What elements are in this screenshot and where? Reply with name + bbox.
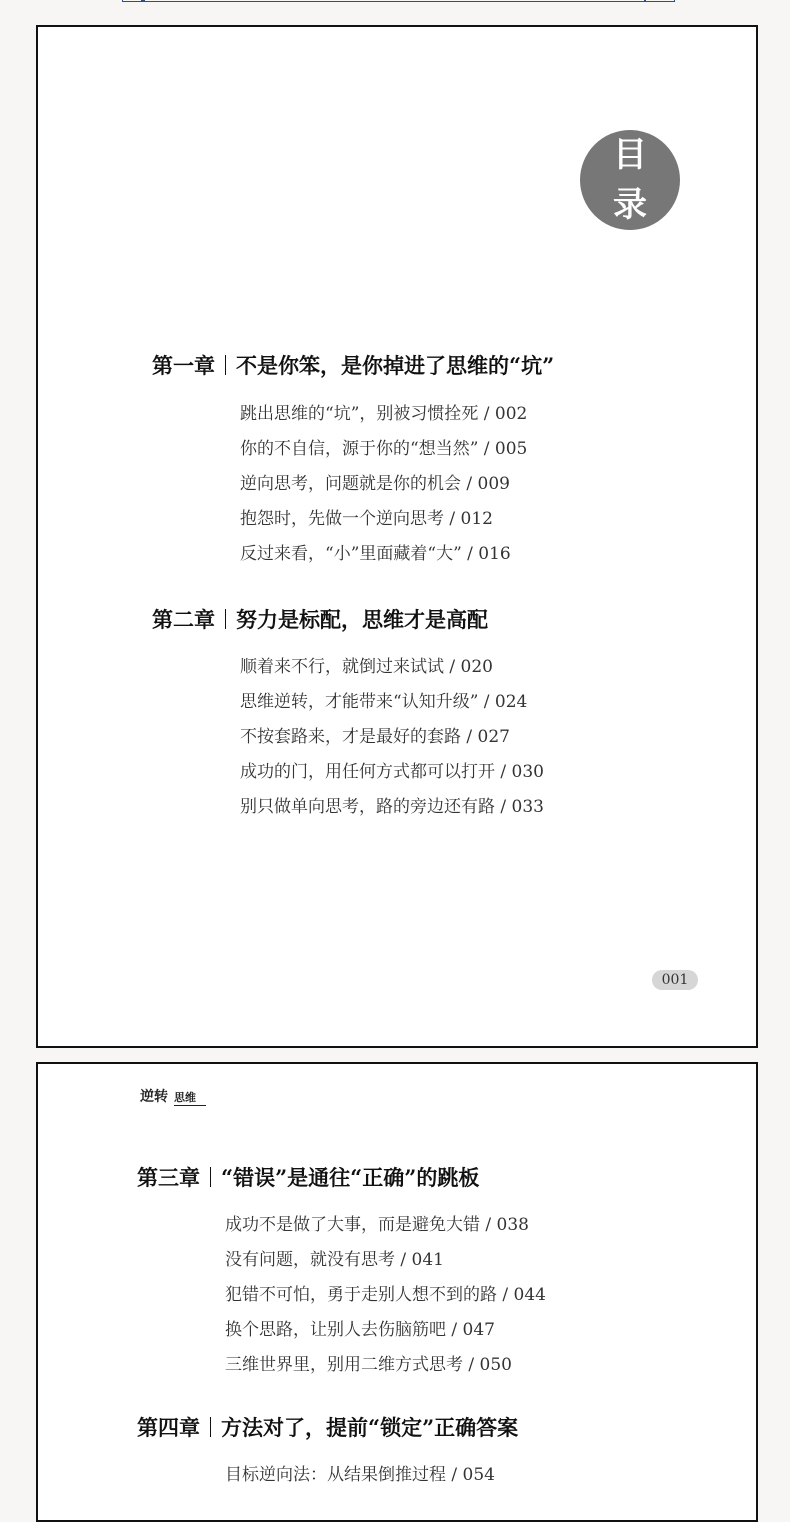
header-sub: 思维 bbox=[174, 1089, 206, 1106]
toc-entry[interactable]: 你的不自信，源于你的“想当然” / 005 bbox=[240, 439, 528, 459]
chapter-entries bbox=[240, 650, 544, 825]
toc-entry[interactable]: 目标逆向法：从结果倒推过程 / 054 bbox=[225, 1465, 495, 1485]
toc-title-char-1: 目 bbox=[613, 135, 647, 175]
chapter-separator bbox=[225, 609, 226, 629]
chapter-heading bbox=[137, 1412, 518, 1442]
chapter-label: 第二章 bbox=[152, 607, 215, 632]
chapter-separator bbox=[210, 1417, 211, 1437]
toc-entry[interactable]: 思维逆转，才能带来“认知升级” / 024 bbox=[240, 692, 528, 712]
chapter-title: 不是你笨，是你掉进了思维的“坑” bbox=[236, 353, 555, 378]
chapter-heading bbox=[137, 1162, 479, 1192]
previous-page-edge bbox=[122, 0, 675, 2]
chapter-label: 第一章 bbox=[152, 353, 215, 378]
toc-title-char-2: 录 bbox=[613, 185, 647, 225]
chapter-label: 第四章 bbox=[137, 1415, 200, 1440]
toc-entry[interactable]: 不按套路来，才是最好的套路 / 027 bbox=[240, 727, 510, 747]
toc-entry[interactable]: 跳出思维的“坑”，别被习惯拴死 / 002 bbox=[240, 404, 528, 424]
toc-entry[interactable]: 成功不是做了大事，而是避免大错 / 038 bbox=[225, 1215, 529, 1235]
chapter-entries bbox=[225, 1458, 495, 1493]
chapter-heading bbox=[152, 604, 488, 634]
toc-page-2 bbox=[36, 1062, 758, 1522]
chapter-separator bbox=[210, 1167, 211, 1187]
toc-entry[interactable]: 顺着来不行，就倒过来试试 / 020 bbox=[240, 657, 493, 677]
chapter-entries bbox=[225, 1208, 546, 1383]
running-header bbox=[140, 1086, 206, 1106]
header-main: 逆转 bbox=[140, 1089, 168, 1105]
toc-entry[interactable]: 别只做单向思考，路的旁边还有路 / 033 bbox=[240, 797, 544, 817]
toc-entry[interactable]: 三维世界里，别用二维方式思考 / 050 bbox=[225, 1355, 512, 1375]
chapter-title: 方法对了，提前“锁定”正确答案 bbox=[221, 1415, 519, 1440]
chapter-title: 努力是标配，思维才是高配 bbox=[236, 607, 488, 632]
chapter-entries bbox=[240, 397, 527, 572]
toc-entry[interactable]: 成功的门，用任何方式都可以打开 / 030 bbox=[240, 762, 544, 782]
toc-entry[interactable]: 逆向思考，问题就是你的机会 / 009 bbox=[240, 474, 510, 494]
toc-entry[interactable]: 换个思路，让别人去伤脑筋吧 / 047 bbox=[225, 1320, 495, 1340]
chapter-separator bbox=[225, 355, 226, 375]
chapter-title: “错误”是通往“正确”的跳板 bbox=[221, 1165, 480, 1190]
toc-entry[interactable]: 抱怨时，先做一个逆向思考 / 012 bbox=[240, 509, 493, 529]
chapter-label: 第三章 bbox=[137, 1165, 200, 1190]
toc-entry[interactable]: 反过来看，“小”里面藏着“大” / 016 bbox=[240, 544, 511, 564]
toc-entry[interactable]: 没有问题，就没有思考 / 041 bbox=[225, 1250, 444, 1270]
toc-title-badge bbox=[580, 130, 680, 230]
page-number: 001 bbox=[652, 970, 698, 990]
toc-entry[interactable]: 犯错不可怕，勇于走别人想不到的路 / 044 bbox=[225, 1285, 546, 1305]
toc-page-1 bbox=[36, 25, 758, 1048]
chapter-heading bbox=[152, 350, 554, 380]
